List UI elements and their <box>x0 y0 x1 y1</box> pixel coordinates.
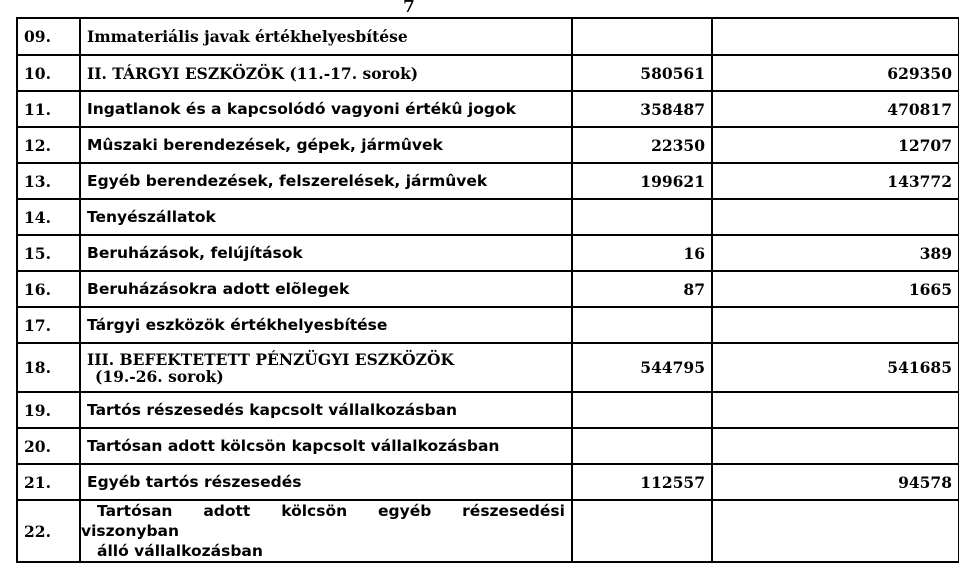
value-current: 629350 <box>712 55 959 91</box>
value-previous: 22350 <box>572 127 712 163</box>
row-description: Immateriális javak értékhelyesbítése <box>80 18 572 55</box>
row-description: Beruházásokra adott elõlegek <box>80 271 572 307</box>
row-description: Beruházások, felújítások <box>80 235 572 271</box>
row-description: Egyéb tartós részesedés <box>80 464 572 500</box>
value-previous <box>572 392 712 428</box>
description-word: kölcsön <box>281 502 348 520</box>
value-previous: 358487 <box>572 91 712 127</box>
row-number: 22. <box>17 500 80 562</box>
value-previous <box>572 199 712 235</box>
row-description: Mûszaki berendezések, gépek, jármûvek <box>80 127 572 163</box>
value-previous: 112557 <box>572 464 712 500</box>
value-current: 1665 <box>712 271 959 307</box>
balance-sheet-table <box>16 17 959 563</box>
table-row <box>17 199 959 235</box>
row-number: 14. <box>17 199 80 235</box>
row-description <box>80 500 572 562</box>
row-description: Tartósan adott kölcsön kapcsolt vállalkozásban <box>80 428 572 464</box>
row-number: 09. <box>17 18 80 55</box>
table-row <box>17 392 959 428</box>
value-previous: 199621 <box>572 163 712 199</box>
row-description-line: viszonyban <box>81 522 180 540</box>
value-current: 12707 <box>712 127 959 163</box>
row-number: 13. <box>17 163 80 199</box>
row-description: Tartós részesedés kapcsolt vállalkozásban <box>80 392 572 428</box>
table-row <box>17 343 959 392</box>
row-number: 16. <box>17 271 80 307</box>
value-previous: 580561 <box>572 55 712 91</box>
value-previous <box>572 500 712 562</box>
page-number: 7 <box>403 0 415 17</box>
value-current <box>712 307 959 343</box>
table-row <box>17 428 959 464</box>
value-previous <box>572 428 712 464</box>
row-description: II. TÁRGYI ESZKÖZÖK (11.-17. sorok) <box>80 55 572 91</box>
value-current <box>712 18 959 55</box>
table-row <box>17 55 959 91</box>
table-row <box>17 127 959 163</box>
row-number: 10. <box>17 55 80 91</box>
value-current: 470817 <box>712 91 959 127</box>
description-word: egyéb <box>377 502 432 520</box>
row-number: 21. <box>17 464 80 500</box>
value-previous <box>572 307 712 343</box>
value-current <box>712 428 959 464</box>
table-row <box>17 18 959 55</box>
value-current: 143772 <box>712 163 959 199</box>
description-word: adott <box>203 502 251 520</box>
value-previous: 16 <box>572 235 712 271</box>
row-number: 11. <box>17 91 80 127</box>
table-row <box>17 235 959 271</box>
value-current <box>712 500 959 562</box>
value-current <box>712 199 959 235</box>
row-number: 19. <box>17 392 80 428</box>
value-previous: 544795 <box>572 343 712 392</box>
row-description-line <box>81 501 571 521</box>
table-row <box>17 464 959 500</box>
table-row <box>17 307 959 343</box>
row-number: 12. <box>17 127 80 163</box>
value-current <box>712 392 959 428</box>
row-description-line: III. BEFEKTETETT PÉNZÜGYI ESZKÖZÖK <box>87 349 454 369</box>
table-row <box>17 91 959 127</box>
description-word: Tartósan <box>97 502 173 520</box>
row-description-line: álló vállalkozásban <box>97 542 263 560</box>
value-previous: 87 <box>572 271 712 307</box>
row-description-line: (19.-26. sorok) <box>95 366 224 386</box>
table-row <box>17 163 959 199</box>
value-current: 389 <box>712 235 959 271</box>
value-current: 541685 <box>712 343 959 392</box>
table-row <box>17 271 959 307</box>
description-word: részesedési <box>462 502 565 520</box>
value-current: 94578 <box>712 464 959 500</box>
row-number: 18. <box>17 343 80 392</box>
row-number: 15. <box>17 235 80 271</box>
value-previous <box>572 18 712 55</box>
row-description: Tenyészállatok <box>80 199 572 235</box>
table-row <box>17 500 959 562</box>
row-description: Ingatlanok és a kapcsolódó vagyoni értékû jogok <box>80 91 572 127</box>
row-number: 17. <box>17 307 80 343</box>
row-description: Egyéb berendezések, felszerelések, jármûvek <box>80 163 572 199</box>
row-number: 20. <box>17 428 80 464</box>
row-description: Tárgyi eszközök értékhelyesbítése <box>80 307 572 343</box>
row-description <box>80 343 572 392</box>
